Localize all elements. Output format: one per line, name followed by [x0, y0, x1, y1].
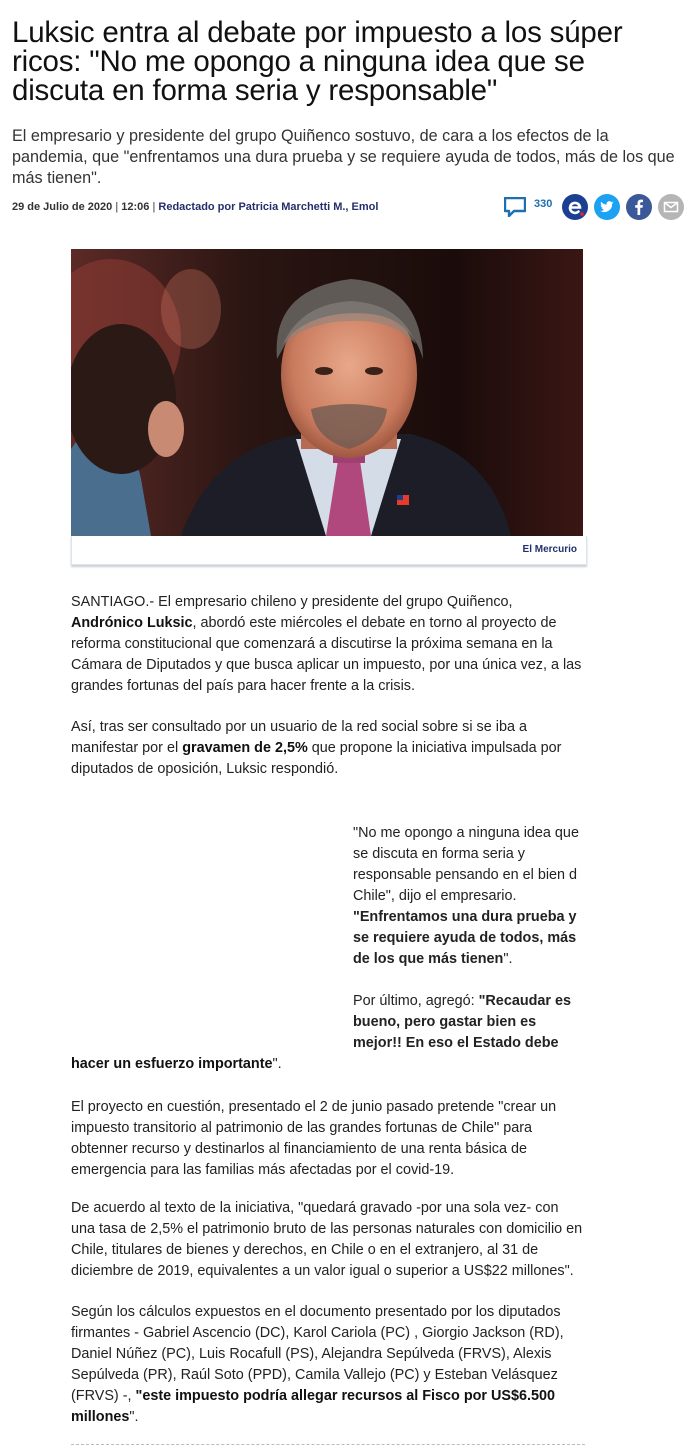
- section-divider: [71, 1444, 585, 1445]
- article-date: 29 de Julio de 2020: [12, 201, 113, 213]
- quote-block-2: Por último, agregó: "Recaudar es bueno, pero gastar bien es mejor!! En eso el Estado debe: [353, 993, 572, 1051]
- photo-credit: El Mercurio: [522, 544, 577, 555]
- article-time: 12:06: [121, 201, 150, 213]
- paragraph-4: De acuerdo al texto de la iniciativa, "quedará gravado -por una sola vez- con una tasa de 2,5% el patrimonio bruto de las personas naturales con domicilio en Chile, titulares de bienes y derechos, en Chile o en el extranjero, al 31 de diciembre de 2019, equivalentes a un valor igual o superior a US$22 millones".: [71, 1200, 583, 1279]
- paragraph-1: SANTIAGO.- El empresario chileno y presidente del grupo Quiñenco, Andrónico Luksic, abordó este miércoles el debate en torno al proyecto de reforma constitucional que comenzará a discutirse la próxima semana en la Cámara de Diputados y que busca aplicar un impuesto, por una única vez, a las grandes fortunas del país para hacer frente a la crisis.: [71, 594, 582, 694]
- facebook-icon[interactable]: [626, 194, 652, 220]
- comment-count: 330: [534, 198, 553, 210]
- emol-icon[interactable]: [562, 194, 588, 220]
- quote-block-2-continued: hacer un esfuerzo importante".: [71, 1056, 282, 1072]
- comment-icon: [504, 197, 526, 217]
- twitter-icon[interactable]: [594, 194, 620, 220]
- paragraph-3: El proyecto en cuestión, presentado el 2 de junio pasado pretende "crear un impuesto transitorio al patrimonio de las grandes fortunas de Chile" para obtenner recurso y destinarlos al financiamiento de una renta básica de emergencia para las familias más afectadas por el covid-19.: [71, 1099, 557, 1178]
- paragraph-2: Así, tras ser consultado por un usuario de la red social sobre si se iba a manifestar por el gravamen de 2,5% que propone la iniciativa impulsada por diputados de oposición, Luksic respondió.: [71, 719, 562, 777]
- article-headline: Luksic entra al debate por impuesto a los súper ricos: "No me opongo a ninguna idea que se discuta en forma seria y responsable": [12, 16, 623, 107]
- article-photo: [71, 249, 583, 536]
- quote-block-1: "No me opongo a ninguna idea que se discuta en forma seria y responsable pensando en el bien d Chile", dijo el empresario. "Enfrentamos una dura prueba y se requiere ayuda de todos, más de los que más tienen".: [353, 825, 579, 967]
- photo-caption: [71, 536, 587, 565]
- article-meta: 29 de Julio de 2020 | 12:06 | Redactado por Patricia Marchetti M., Emol: [12, 201, 379, 213]
- email-icon[interactable]: [658, 194, 684, 220]
- article-subtitle: El empresario y presidente del grupo Quiñenco sostuvo, de cara a los efectos de la pandemia, que "enfrentamos una dura prueba y se requiere ayuda de todos, más de los que más tienen".: [12, 127, 675, 187]
- comments-link[interactable]: [504, 197, 552, 217]
- paragraph-5: Según los cálculos expuestos en el documento presentado por los diputados firmantes - Gabriel Ascencio (DC), Karol Cariola (PC) , Giorgio Jackson (RD), Daniel Núñez (PC), Luis Rocafull (PS), Alejandra Sepúlveda (FRVS), Alexis Sepúlveda (PR), Raúl Soto (PPD), Camila Vallejo (PC) y Esteban Velásquez (FRVS) -, "este impuesto podría allegar recursos al Fisco por US$6.500 millones".: [71, 1304, 564, 1425]
- article-author[interactable]: Redactado por Patricia Marchetti M., Emol: [158, 201, 379, 213]
